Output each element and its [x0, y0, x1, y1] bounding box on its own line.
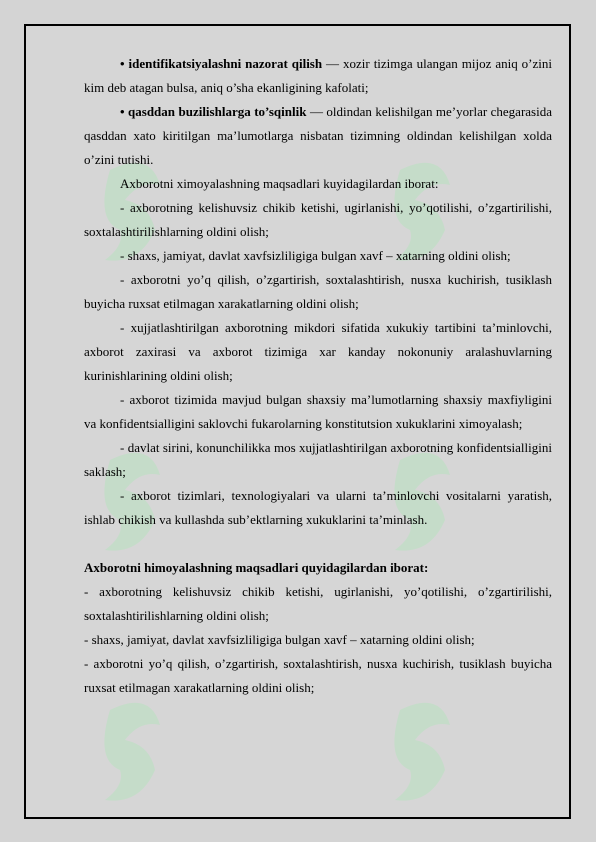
- paragraph: - axborot tizimida mavjud bulgan shaxsiy ma’lumotlarning shaxsiy maxfiyligini va konfidentsialligini saklovchi fukarolarning konstitutsion xukuklarini ximoyalash;: [84, 392, 552, 431]
- paragraph: - shaxs, jamiyat, davlat xavfsizliligiga bulgan xavf – xatarning oldini olish;: [84, 632, 475, 647]
- paragraph: - axborotning kelishuvsiz chikib ketishi, ugirlanishi, yo’qotilishi, o’zgartirilishi, soxtalashtirilishlarning oldini olish;: [84, 200, 552, 239]
- bold-term: • qasddan buzilishlarga to’sqinlik: [120, 104, 307, 119]
- section-heading: Axborotni himoyalashning maqsadlari quyidagilardan iborat:: [84, 560, 429, 575]
- paragraph: - axborotni yo’q qilish, o’zgartirish, soxtalashtirish, nusxa kuchirish, tusiklash buyicha ruxsat etilmagan xarakatlarning oldini olish;: [84, 656, 552, 695]
- paragraph: Axborotni ximoyalashning maqsadlari kuyidagilardan iborat:: [120, 176, 439, 191]
- paragraph: • qasddan buzilishlarga to’sqinlik — oldindan kelishilgan me’yorlar chegarasida qasddan xato kiritilgan ma’lumotlarga nisbatan tizimning oldindan kelishilgan xolda o’zini tutishi.: [84, 104, 552, 167]
- sof-logo-watermark: [370, 690, 480, 820]
- document-body: [84, 52, 552, 700]
- paragraph: - xujjatlashtirilgan axborotning mikdori sifatida xukukiy tartibini ta’minlovchi, axborot zaxirasi va axborot tizimiga xar kanday nokonuniy aralashuvlarning kurinishlarining oldini olish;: [84, 320, 552, 383]
- paragraph: - davlat sirini, konunchilikka mos xujjatlashtirilgan axborotning konfidentsialligini saklash;: [84, 440, 552, 479]
- bold-term: • identifikatsiyalashni nazorat qilish: [120, 56, 323, 71]
- paragraph: - axborotni yo’q qilish, o’zgartirish, soxtalashtirish, nusxa kuchirish, tusiklash buyicha ruxsat etilmagan xarakatlarning oldini olish;: [84, 272, 552, 311]
- paragraph: - shaxs, jamiyat, davlat xavfsizliligiga bulgan xavf – xatarning oldini olish;: [120, 248, 511, 263]
- paragraph: • identifikatsiyalashni nazorat qilish — xozir tizimga ulangan mijoz aniq o’zini kim deb atagan bulsa, aniq o’sha ekanligining kafolati;: [84, 56, 552, 95]
- paragraph: - axborot tizimlari, texnologiyalari va ularni ta’minlovchi vositalarni yaratish, ishlab chikish va kullashda sub’ektlarning xukuklarini ta’minlash.: [84, 488, 552, 527]
- paragraph: - axborotning kelishuvsiz chikib ketishi, ugirlanishi, yo’qotilishi, o’zgartirilishi, soxtalashtirilishlarning oldini olish;: [84, 584, 552, 623]
- sof-logo-watermark: [80, 690, 190, 820]
- spacer: [84, 532, 552, 556]
